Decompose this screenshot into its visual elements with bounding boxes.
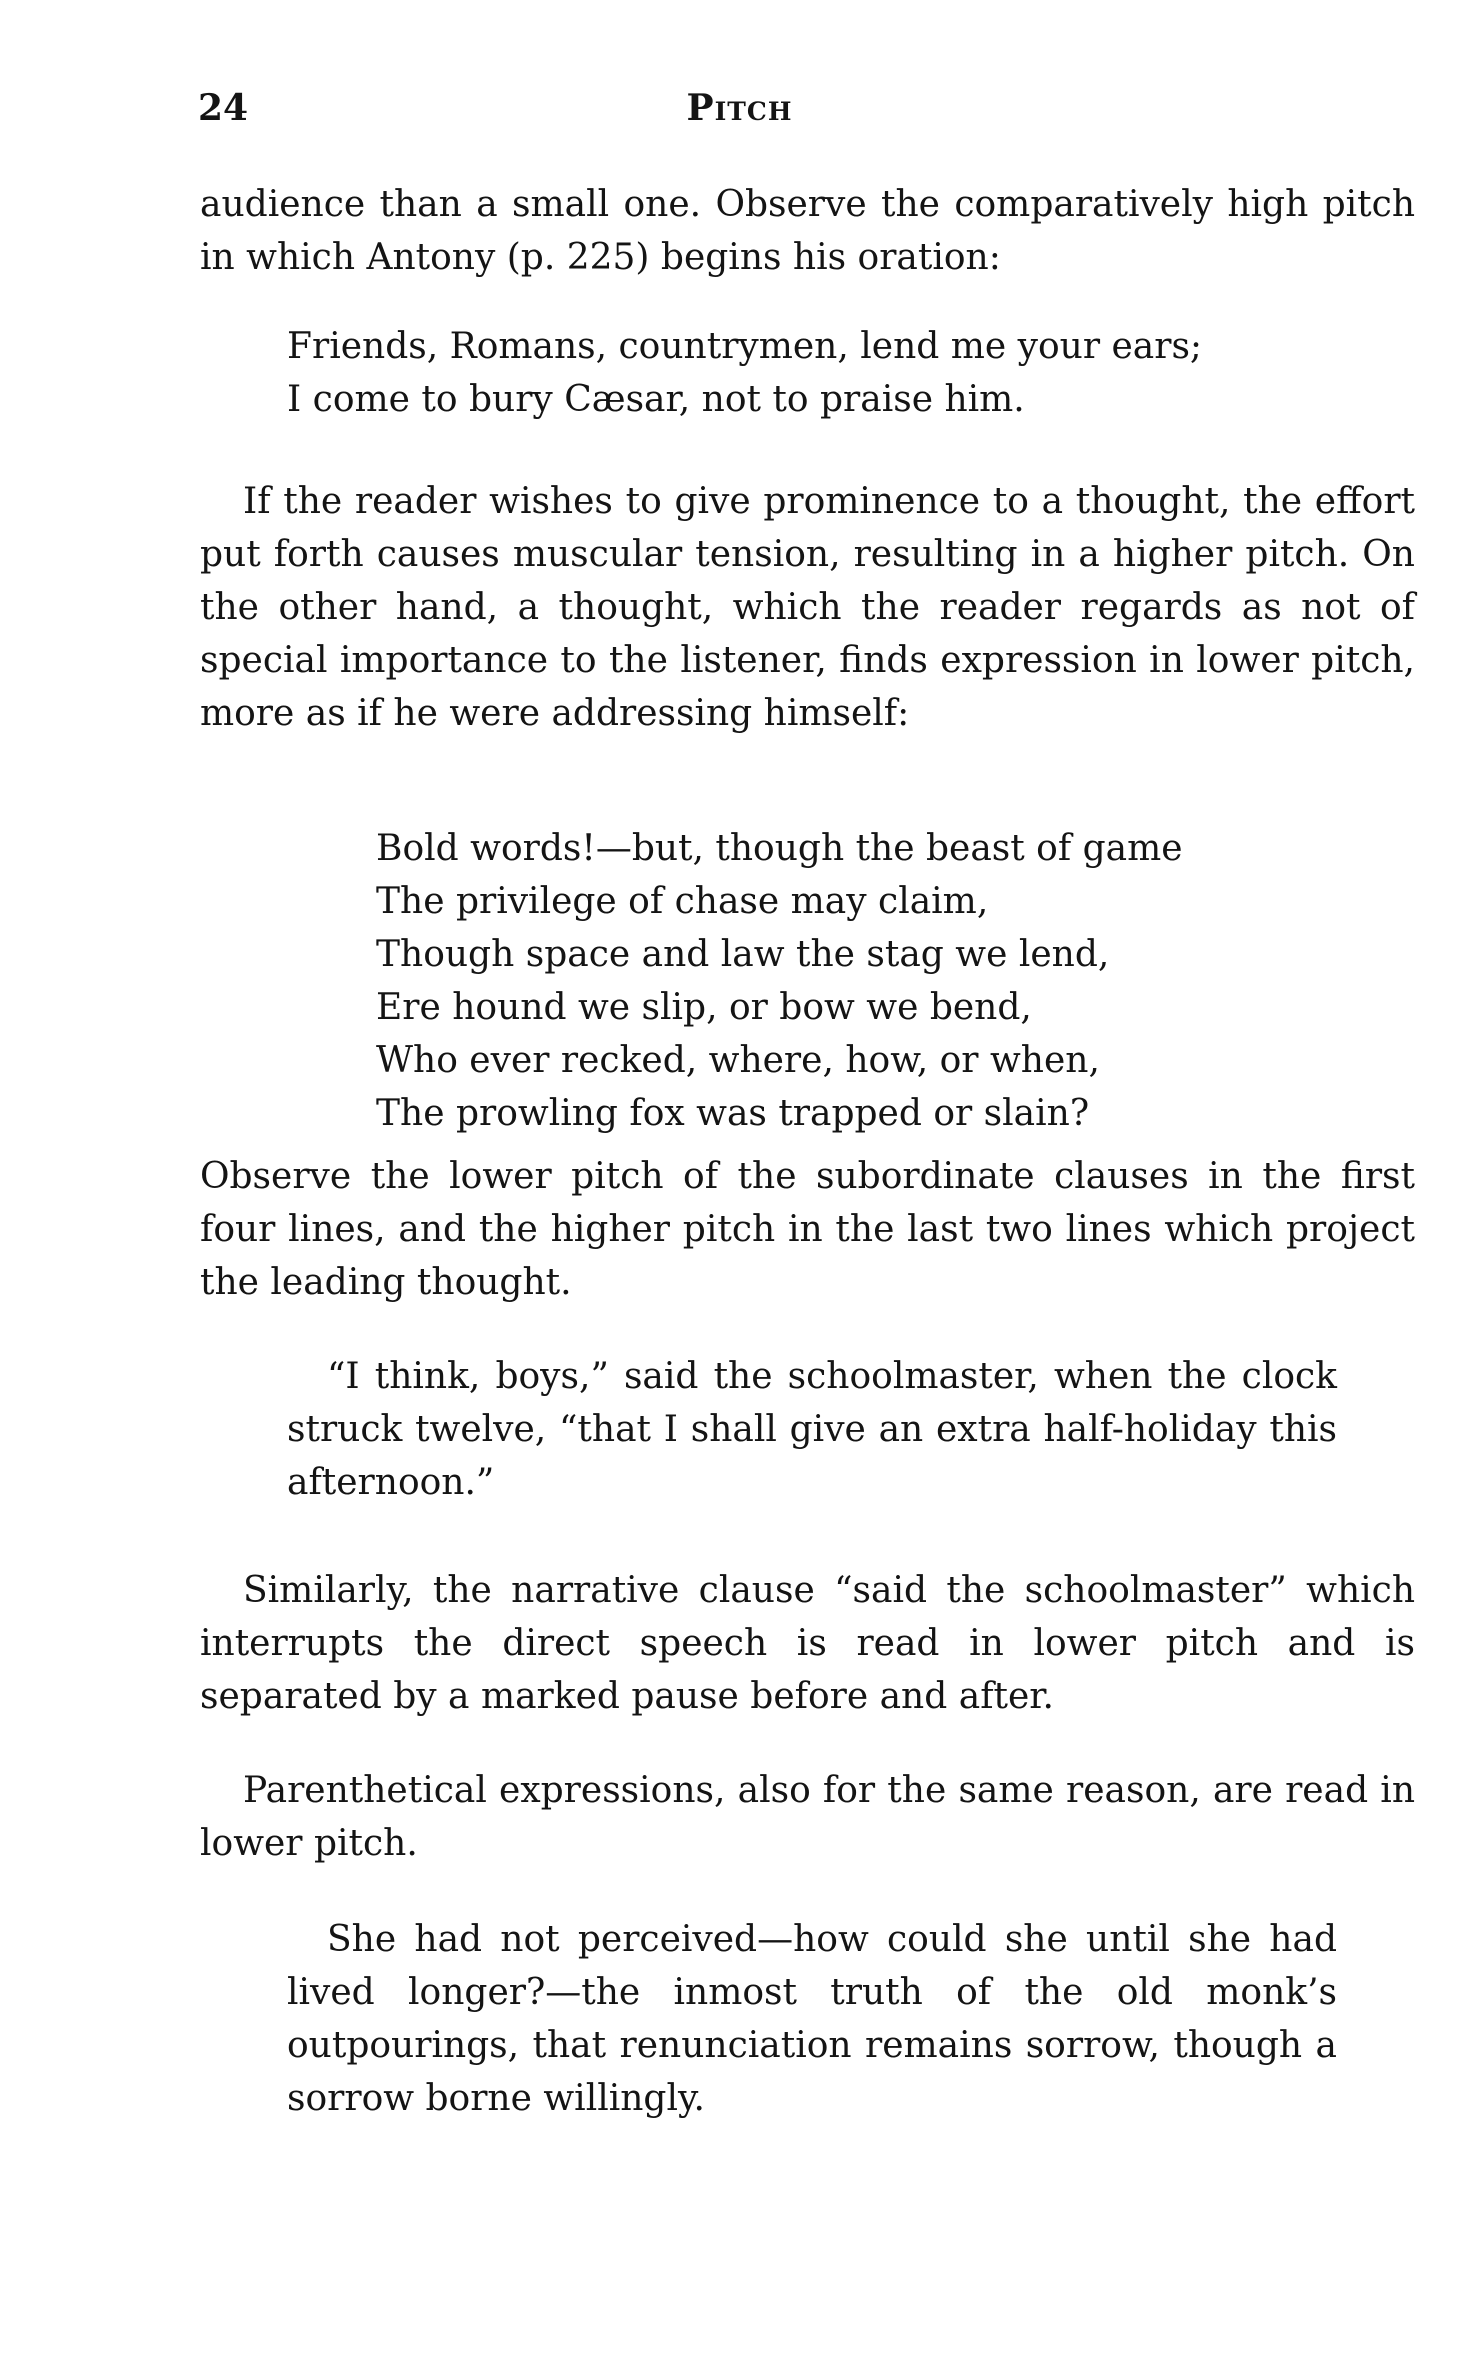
- page-number: 24: [198, 87, 249, 129]
- verse-line: Ere hound we slip, or bow we bend,: [376, 987, 1032, 1028]
- quote-2-text: She had not perceived—how could she until she had lived longer?—the inmost truth of the old monk’s outpourings, that renunciation remains sorrow, though a sorrow borne willingly.: [287, 1919, 1337, 2119]
- verse-line: Bold words!—but, though the beast of game: [376, 828, 1183, 869]
- quote-schoolmaster: [287, 1350, 1337, 1509]
- verse-bold-words: [376, 822, 1183, 1140]
- paragraph-1-text: audience than a small one. Observe the comparatively high pitch in which Antony (p. 225) begins his oration:: [200, 184, 1415, 278]
- paragraph-3-text: Observe the lower pitch of the subordinate clauses in the first four lines, and the higher pitch in the last two lines which project the leading thought.: [200, 1156, 1415, 1303]
- paragraph-4-text: Similarly, the narrative clause “said the schoolmaster” which interrupts the direct speech is read in lower pitch and is separated by a marked pause before and after.: [200, 1570, 1415, 1717]
- quote-monk: [287, 1913, 1337, 2125]
- paragraph-5-text: Parenthetical expressions, also for the same reason, are read in lower pitch.: [200, 1770, 1415, 1864]
- running-title: Pitch: [686, 87, 793, 129]
- verse-line: Who ever recked, where, how, or when,: [376, 1040, 1100, 1081]
- verse-antony: [287, 320, 1202, 426]
- verse-line: Though space and law the stag we lend,: [376, 934, 1110, 975]
- paragraph-3: [200, 1150, 1415, 1309]
- verse-line: Friends, Romans, countrymen, lend me your ears;: [287, 326, 1203, 367]
- paragraph-5: [200, 1764, 1415, 1870]
- paragraph-4: [200, 1564, 1415, 1723]
- verse-line: The prowling fox was trapped or slain?: [376, 1093, 1090, 1134]
- paragraph-2-text: If the reader wishes to give prominence to a thought, the effort put forth causes muscular tension, resulting in a higher pitch. On the other hand, a thought, which the reader regards as not of special importance to the listener, finds expression in lower pitch, more as if he were addressing himself:: [200, 481, 1415, 734]
- verse-line: The privilege of chase may claim,: [376, 881, 989, 922]
- paragraph-2: [200, 475, 1415, 740]
- paragraph-1: [200, 178, 1415, 284]
- quote-1-text: “I think, boys,” said the schoolmaster, when the clock struck twelve, “that I shall give an extra half-holiday this afternoon.”: [287, 1356, 1337, 1503]
- verse-line: I come to bury Cæsar, not to praise him.: [287, 379, 1025, 420]
